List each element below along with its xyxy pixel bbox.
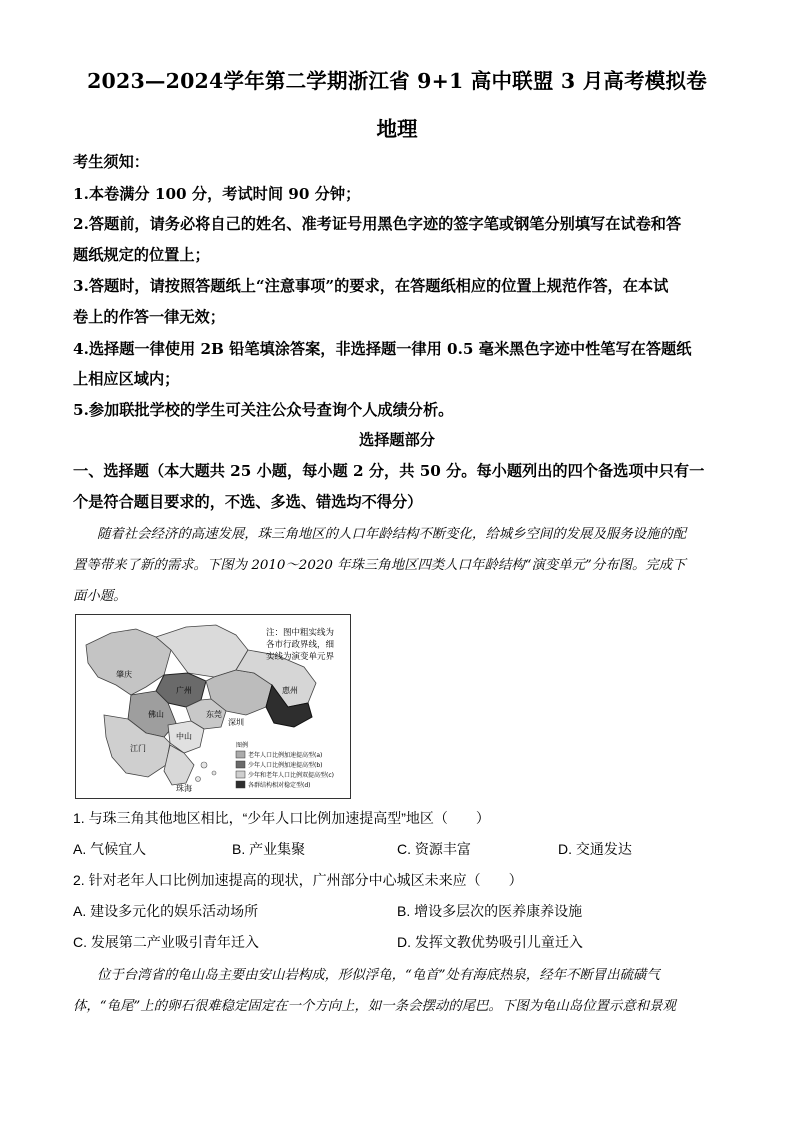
map-note-line-3: 实线为演变单元界 — [266, 652, 335, 662]
city-label-zhuhai: 珠海 — [176, 784, 192, 793]
notice-line-1: 1.本卷满分 100 分，考试时间 90 分钟； — [73, 185, 361, 203]
legend-swatch-d — [236, 781, 245, 788]
passage2-line-1: 位于台湾省的龟山岛主要由安山岩构成，形似浮龟，“龟首”处有海底热泉，经年不断冒出硫磺气 — [97, 968, 660, 983]
city-label-dongguan: 东莞 — [206, 710, 222, 719]
city-label-huizhou: 惠州 — [282, 686, 298, 695]
legend-swatch-b — [236, 761, 245, 768]
island-2 — [212, 771, 216, 775]
notice-line-5: 5.参加联批学校的学生可关注公众号查询个人成绩分析。 — [73, 401, 454, 419]
island-1 — [201, 762, 207, 768]
section-title: 选择题部分 — [359, 431, 435, 449]
q1-option-b: B. 产业集聚 — [232, 841, 306, 857]
notice-line-4b: 上相应区域内； — [73, 370, 180, 388]
pearl-river-delta-map — [75, 614, 351, 799]
notice-line-2a: 2.答题前，请务必将自己的姓名、准考证号用黑色字迹的签字笔或钢笔分别填写在试卷和答 — [73, 215, 682, 233]
q1-stem: 1. 与珠三角其他地区相比，“少年人口比例加速提高型”地区（ ） — [73, 810, 490, 826]
city-label-guangzhou: 广州 — [176, 686, 192, 695]
legend-label-d: 各群结构相对稳定型(d) — [248, 782, 311, 789]
notice-line-3b: 卷上的作答一律无效； — [73, 308, 225, 326]
q1-option-c: C. 资源丰富 — [397, 841, 471, 857]
passage2-line-2: 体，“龟尾”上的卵石很难稳定固定在一个方向上，如一条会摆动的尾巴。下图为龟山岛位置示意和景观 — [73, 999, 676, 1014]
q2-option-a: A. 建设多元化的娱乐活动场所 — [73, 903, 259, 919]
city-label-zhaoqing: 肇庆 — [116, 670, 132, 679]
map-note-line-1: 注：图中粗实线为 — [266, 628, 335, 638]
subject-title: 地理 — [376, 117, 418, 141]
legend-title: 图例 — [236, 742, 249, 749]
city-label-jiangmen: 江门 — [130, 744, 146, 753]
notice-line-4a: 4.选择题一律使用 2B 铅笔填涂答案，非选择题一律用 0.5 毫米黑色字迹中性笔写在答题纸 — [73, 340, 692, 358]
q2-option-d: D. 发挥文教优势吸引儿童迁入 — [397, 934, 583, 950]
city-label-zhongshan: 中山 — [176, 732, 192, 741]
q1-option-d: D. 交通发达 — [558, 841, 632, 857]
passage1-line-1: 随着社会经济的高速发展，珠三角地区的人口年龄结构不断变化，给城乡空间的发展及服务设施的配 — [97, 527, 687, 542]
city-label-shenzhen: 深圳 — [228, 718, 244, 727]
legend-label-c: 少年和老年人口比例双提高型(c) — [248, 772, 334, 779]
island-3 — [196, 777, 201, 782]
notice-line-2b: 题纸规定的位置上； — [73, 246, 210, 264]
city-label-foshan: 佛山 — [148, 710, 164, 719]
notice-line-3a: 3.答题时，请按照答题纸上“注意事项”的要求，在答题纸相应的位置上规范作答，在本试 — [73, 277, 669, 295]
legend-label-a: 老年人口比例加速提高型(a) — [248, 752, 323, 759]
q2-stem: 2. 针对老年人口比例加速提高的现状，广州部分中心城区未来应（ ） — [73, 872, 523, 888]
q1-option-a: A. 气候宜人 — [73, 841, 147, 857]
q2-option-b: B. 增设多层次的医养康养设施 — [397, 903, 583, 919]
section-intro-1: 一、选择题（本大题共 25 小题，每小题 2 分，共 50 分。每小题列出的四个备选项中只有一 — [73, 462, 705, 480]
q2-option-c: C. 发展第二产业吸引青年迁入 — [73, 934, 259, 950]
legend-label-b: 少年人口比例加速提高型(b) — [248, 762, 323, 769]
notice-heading: 考生须知： — [73, 153, 149, 171]
legend-swatch-c — [236, 771, 245, 778]
section-intro-2: 个是符合题目要求的，不选、多选、错选均不得分） — [73, 493, 423, 511]
passage1-line-2: 置等带来了新的需求。下图为 2010～2020 年珠三角地区四类人口年龄结构“演变单元”分布图。完成下 — [73, 558, 686, 573]
passage1-line-3: 面小题。 — [73, 589, 127, 604]
map-note-line-2: 各市行政界线，细 — [266, 640, 335, 650]
legend-swatch-a — [236, 751, 245, 758]
exam-title: 2023—2024学年第二学期浙江省 9+1 高中联盟 3 月高考模拟卷 — [87, 69, 707, 93]
map-graphic — [76, 615, 350, 798]
